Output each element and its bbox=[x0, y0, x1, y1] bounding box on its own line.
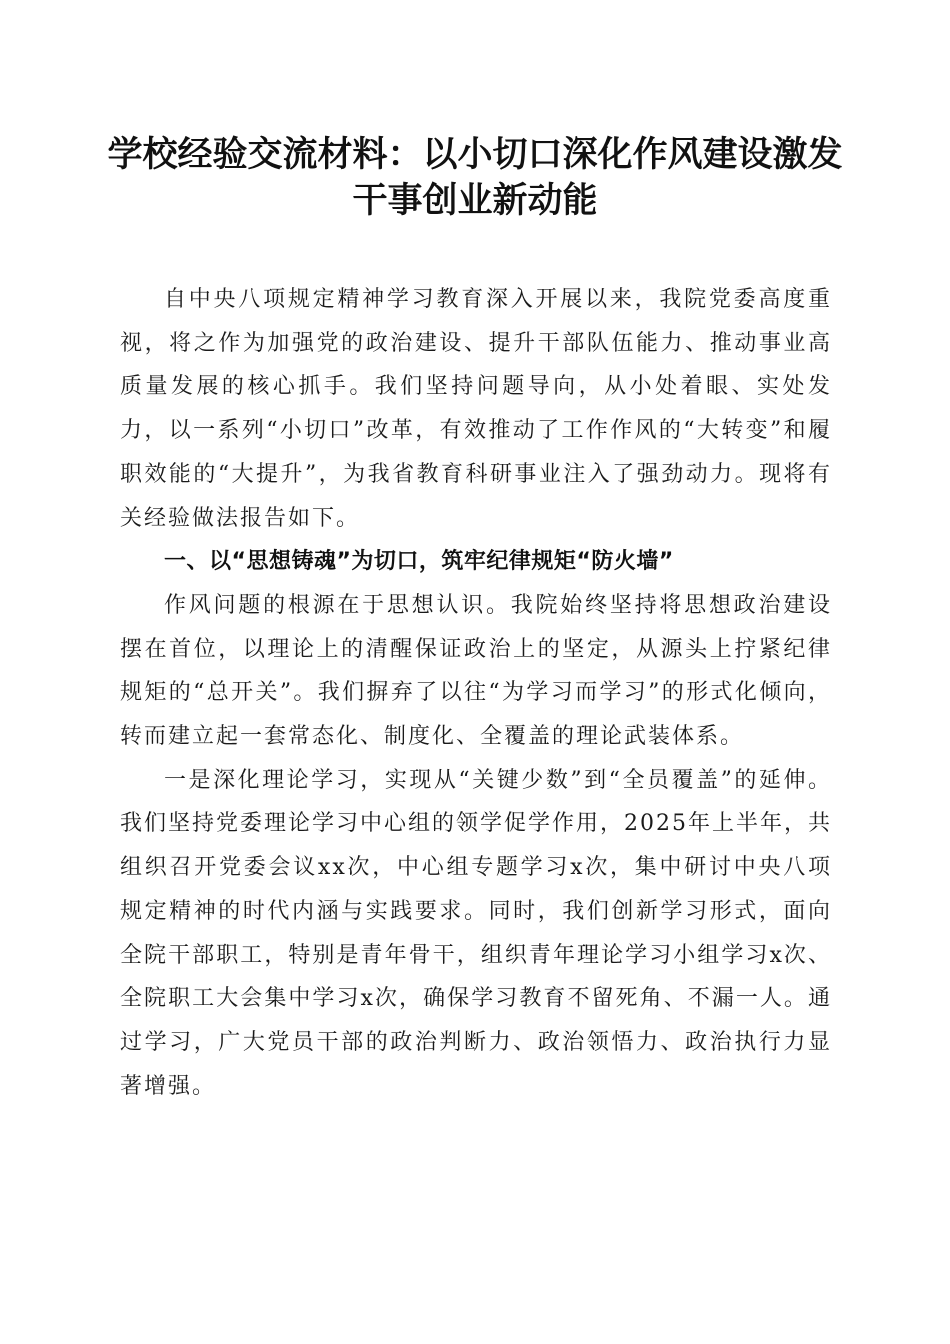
section-1-point-1-paragraph: 一是深化理论学习，实现从“关键少数”到“全员覆盖”的延伸。我们坚持党委理论学习中心组的领学促学作用，2025年上半年，共组织召开党委会议xx次，中心组专题学习x次，集中研讨中央八项规定精神的时代内涵与实践要求。同时，我们创新学习形式，面向全院干部职工，特别是青年骨干，组织青年理论学习小组学习x次、全院职工大会集中学习x次，确保学习教育不留死角、不漏一人。通过学习，广大党员干部的政治判断力、政治领悟力、政治执行力显著增强。 bbox=[120, 767, 832, 1099]
section-1-paragraph: 作风问题的根源在于思想认识。我院始终坚持将思想政治建设摆在首位，以理论上的清醒保证政治上的坚定，从源头上拧紧纪律规矩的“总开关”。我们摒弃了以往“为学习而学习”的形式化倾向，转而建立起一套常态化、制度化、全覆盖的理论武装体系。 bbox=[120, 592, 832, 750]
intro-paragraph: 自中央八项规定精神学习教育深入开展以来，我院党委高度重视，将之作为加强党的政治建设、提升干部队伍能力、推动事业高质量发展的核心抓手。我们坚持问题导向，从小处着眼、实处发力，以一系列“小切口”改革，有效推动了工作作风的“大转变”和履职效能的“大提升”，为我省教育科研事业注入了强劲动力。现将有关经验做法报告如下。 bbox=[120, 287, 832, 531]
document-body bbox=[120, 278, 832, 1108]
section-heading-1: 一、以“思想铸魂”为切口，筑牢纪律规矩“防火墙” bbox=[164, 549, 674, 575]
document-title: 学校经验交流材料：以小切口深化作风建设激发干事创业新动能 bbox=[107, 134, 843, 221]
